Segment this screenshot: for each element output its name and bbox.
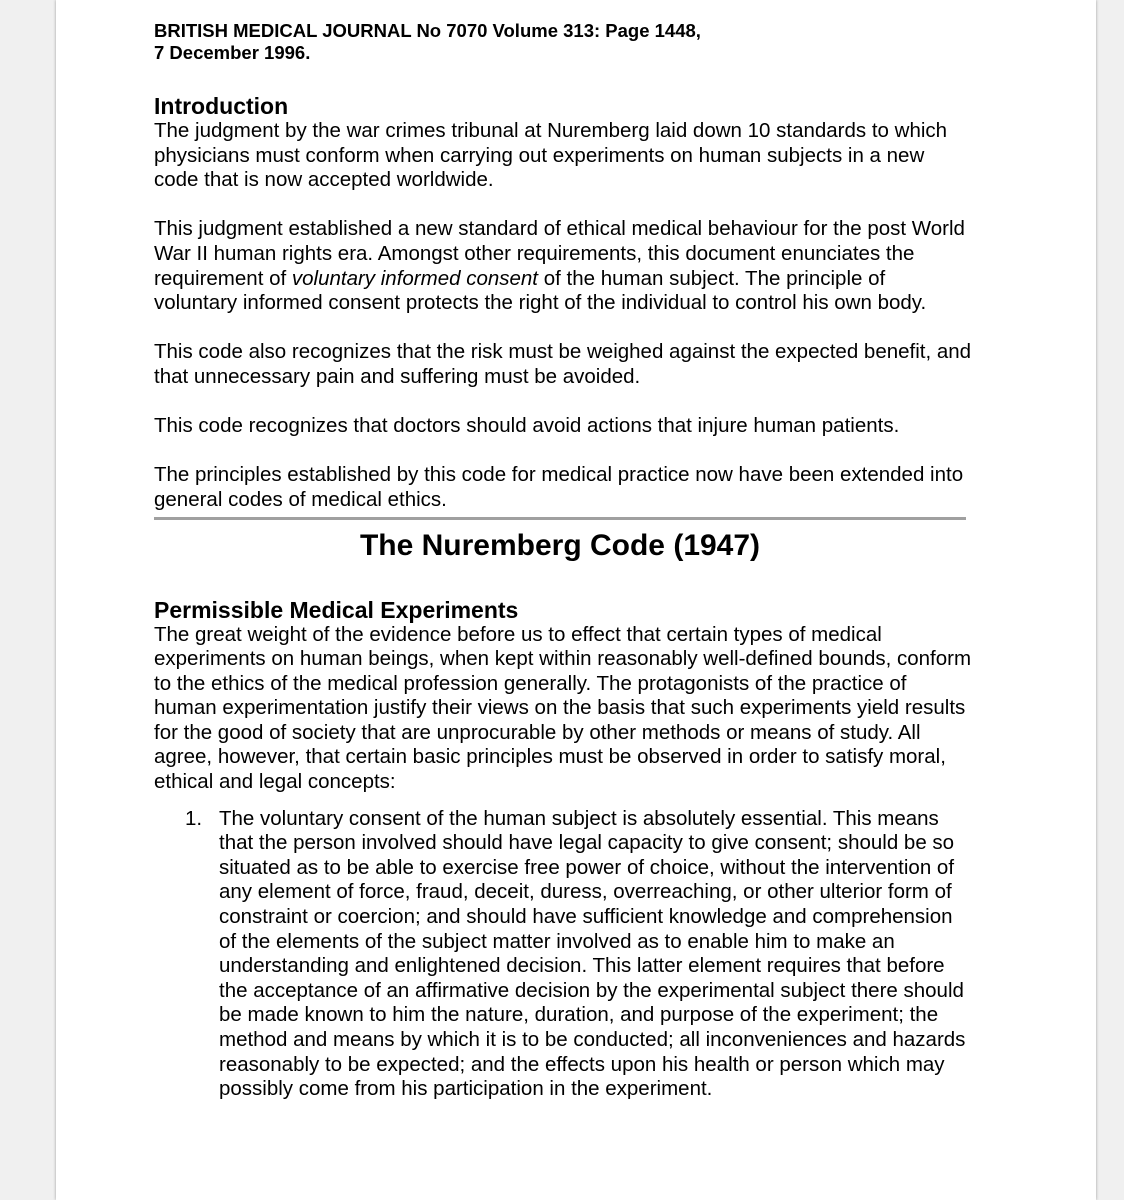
journal-citation: [154, 20, 974, 64]
intro-paragraph-5: The principles established by this code for medical practice now have been extended into general codes of medical ethics.: [154, 463, 964, 511]
document-content: [154, 14, 974, 1102]
citation-line-1: BRITISH MEDICAL JOURNAL No 7070 Volume 313: Page 1448,: [154, 20, 701, 41]
code-title: The Nuremberg Code (1947): [359, 528, 761, 562]
principles-list: [154, 807, 974, 1102]
document-page: [56, 0, 1096, 1200]
voluntary-informed-consent-emphasis: voluntary informed consent: [291, 266, 539, 290]
code-preamble: The great weight of the evidence before us to effect that certain types of medical experiments on human beings, when kept within reasonably well-defined bounds, conform to the ethics of the medical profession generally. The protagonists of the practice of human experimentation justify their views on the basis that such experiments yield results for the good of society that are unprocurable by other methods or means of study. All agree, however, that certain basic principles must be observed in order to satisfy moral, ethical and legal concepts:: [154, 622, 972, 794]
introduction-heading: Introduction: [154, 93, 289, 119]
citation-line-2: 7 December 1996.: [154, 42, 311, 63]
intro-paragraph-2-after: of the human subject. The principle of voluntary informed consent protects the right of the individual to control his own body.: [154, 266, 927, 315]
intro-paragraph-2: [154, 217, 974, 315]
principle-text: The voluntary consent of the human subject is absolutely essential. This means that the person involved should have legal capacity to give consent; should be so situated as to be able to exercise free power of choice, without the intervention of any element of force, fraud, deceit, duress, overreaching, or other ulterior form of constraint or coercion; and should have sufficient knowledge and comprehension of the elements of the subject matter involved as to enable him to make an understanding and enlightened decision. This latter element requires that before the acceptance of an affirmative decision by the experimental subject there should be made known to him the nature, duration, and purpose of the experiment; the method and means by which it is to be conducted; all inconveniences and hazards reasonably to be expected; and the effects upon his health or person which may possibly come from his participation in the experiment.: [219, 806, 966, 1101]
intro-paragraph-4: This code recognizes that doctors should avoid actions that injure human patients.: [154, 414, 900, 438]
list-item: [185, 806, 974, 1102]
intro-paragraph-1: The judgment by the war crimes tribunal at Nuremberg laid down 10 standards to which physicians must conform when carrying out experiments on human subjects in a new code that is now accepted worldwide.: [154, 119, 948, 192]
intro-paragraph-3: This code also recognizes that the risk must be weighed against the expected benefit, and that unnecessary pain and suffering must be avoided.: [154, 340, 972, 388]
intro-paragraph-2-before: This judgment established a new standard of ethical medical behaviour for the post World War II human rights era. Amongst other requirements, this document enunciates the requirement of: [154, 217, 965, 290]
permissible-experiments-heading: Permissible Medical Experiments: [154, 596, 519, 623]
principle-number: 1.: [185, 806, 203, 830]
horizontal-divider: [154, 517, 966, 520]
